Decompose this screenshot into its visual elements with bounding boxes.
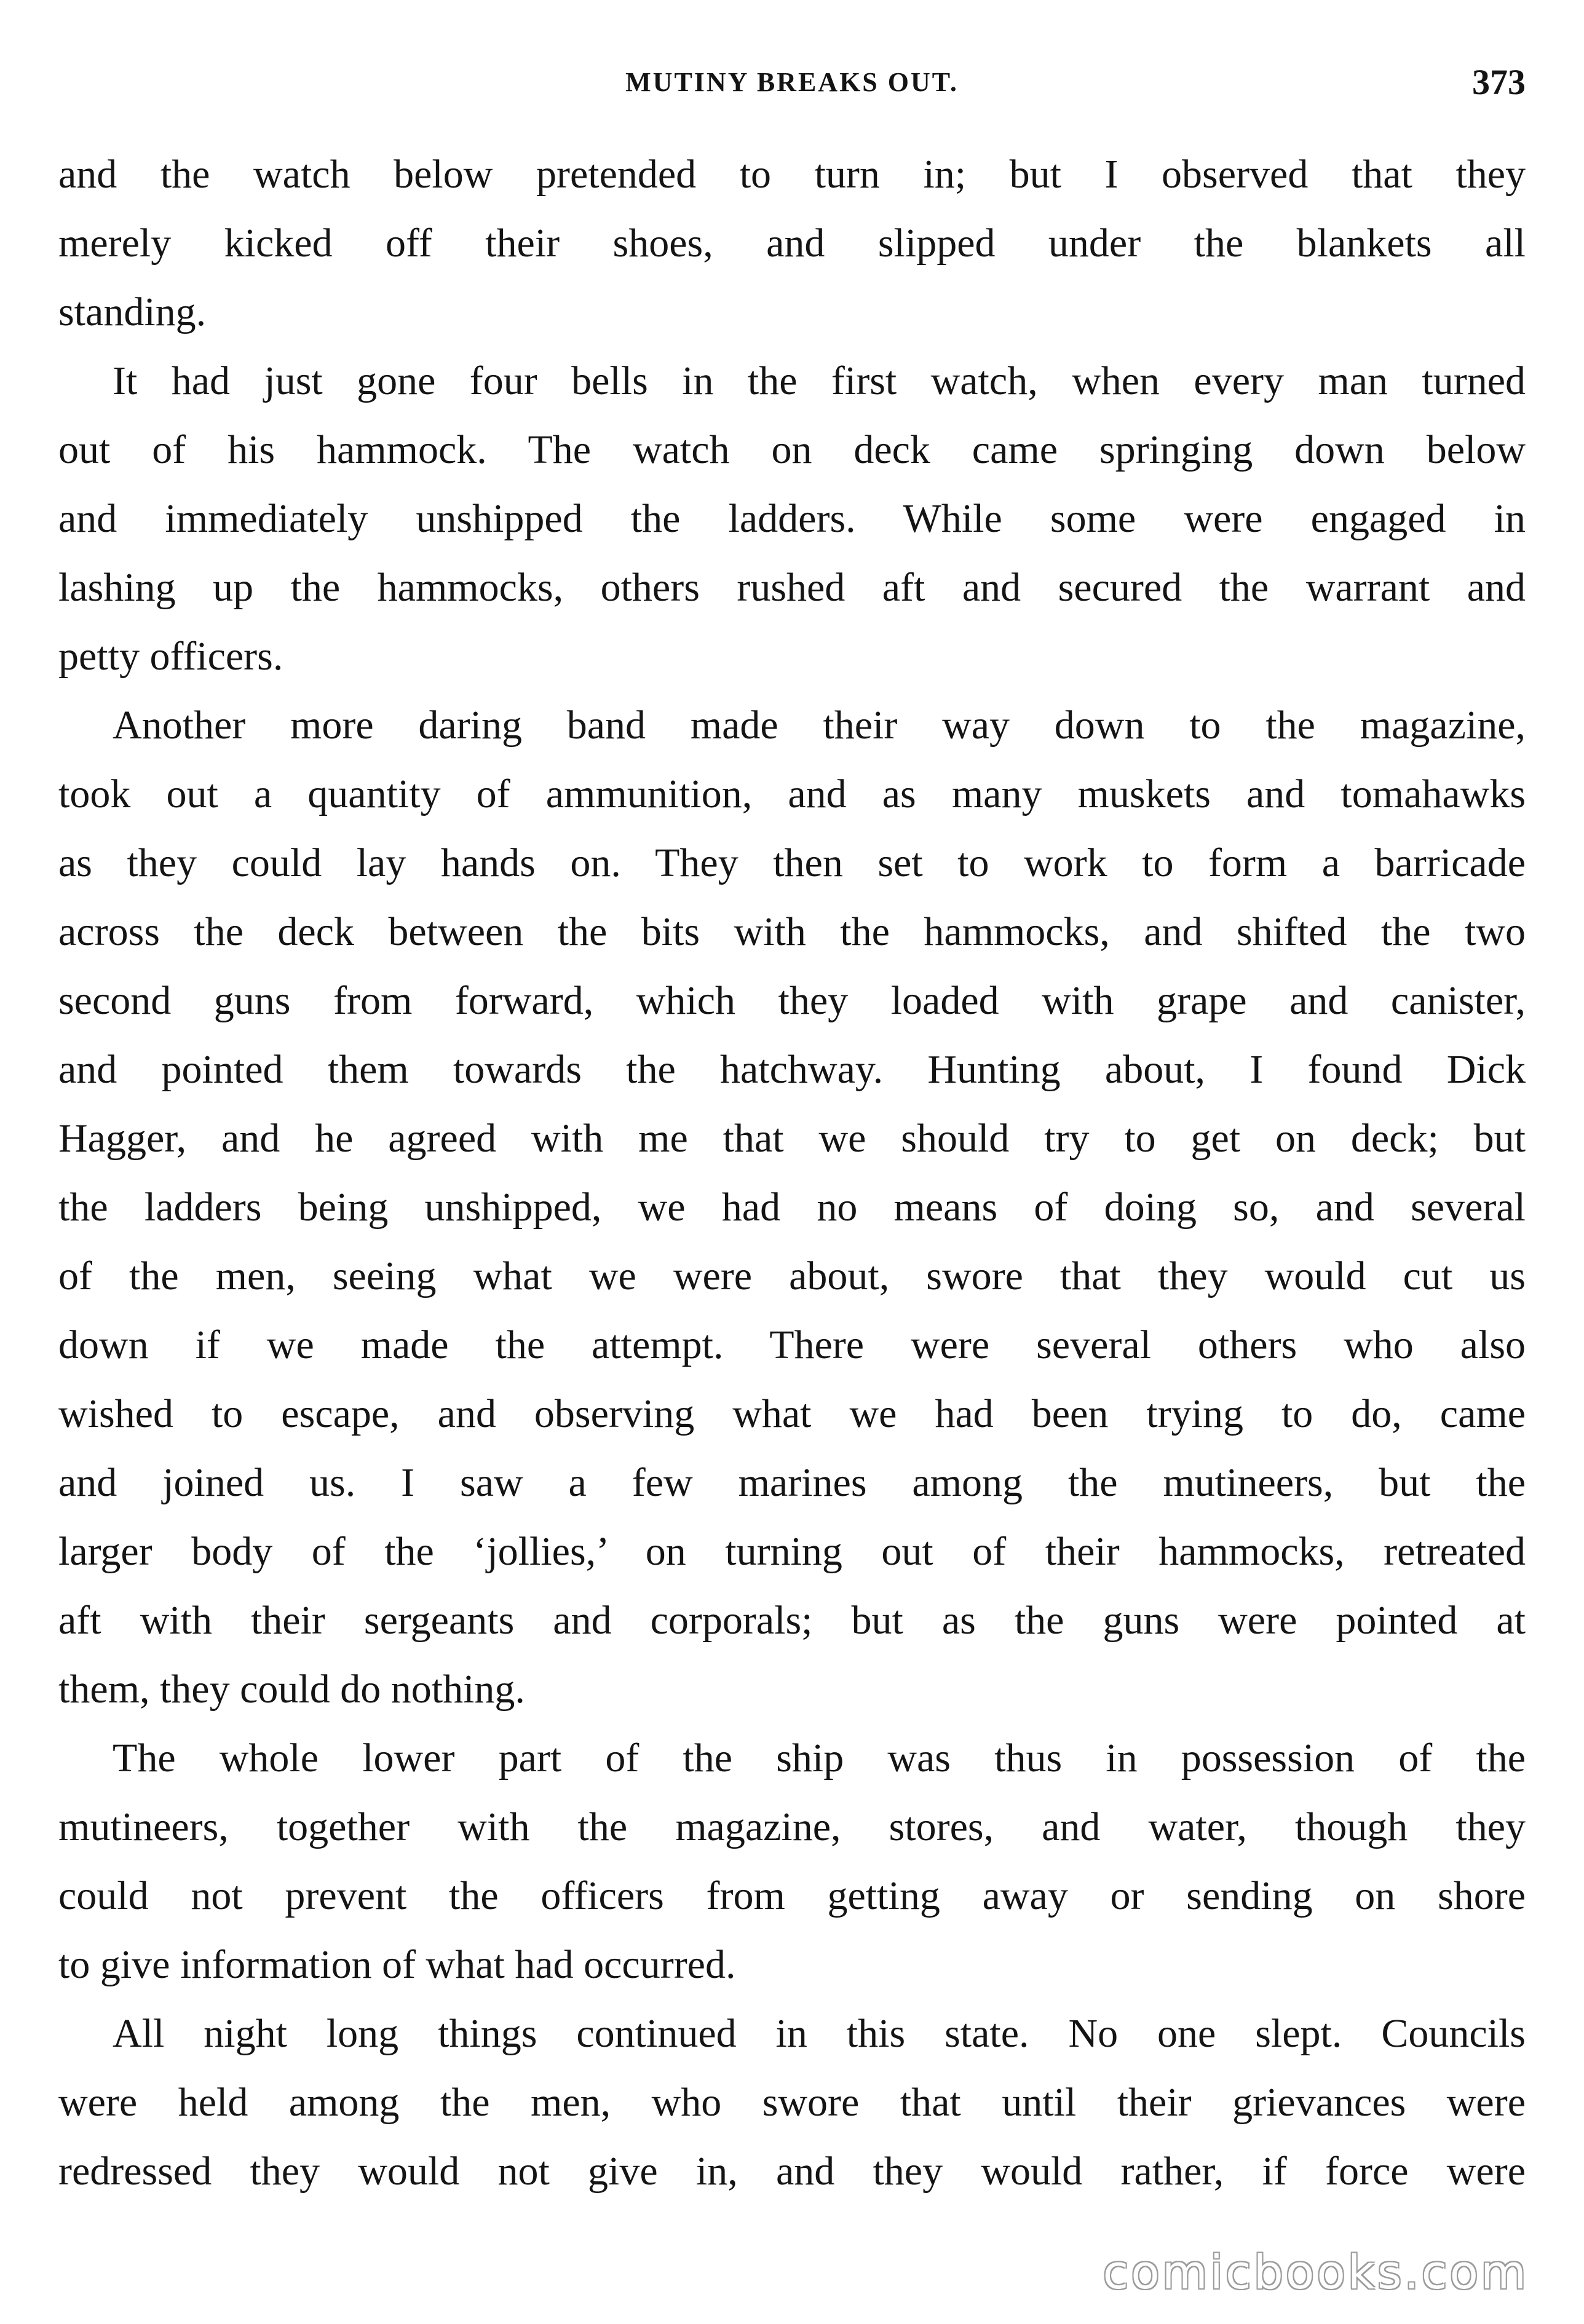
text-line: second guns from forward, which they loaded with grape and canister, xyxy=(58,978,1526,1023)
text-line: aft with their sergeants and corporals; but as the guns were pointed at xyxy=(58,1598,1526,1643)
text-line: redressed they would not give in, and they would rather, if force were xyxy=(58,2149,1526,2194)
text-line: petty officers. xyxy=(58,634,283,679)
text-line: wished to escape, and observing what we had been trying to do, came xyxy=(58,1391,1526,1436)
running-head xyxy=(58,61,1526,111)
running-title: MUTINY BREAKS OUT. xyxy=(625,67,959,97)
text-line: as they could lay hands on. They then set to work to form a barricade xyxy=(58,840,1526,885)
text-line: It had just gone four bells in the first watch, when every man turned xyxy=(113,358,1526,403)
text-line: mutineers, together with the magazine, stores, and water, though they xyxy=(58,1804,1526,1849)
text-line: to give information of what had occurred. xyxy=(58,1942,736,1987)
text-line: across the deck between the bits with the hammocks, and shifted the two xyxy=(58,909,1526,954)
text-line: standing. xyxy=(58,290,207,334)
text-line: Hagger, and he agreed with me that we should try to get on deck; but xyxy=(58,1116,1526,1161)
text-line: were held among the men, who swore that until their grievances were xyxy=(58,2080,1526,2125)
text-line: and immediately unshipped the ladders. While some were engaged in xyxy=(58,496,1526,541)
text-line: and joined us. I saw a few marines among the mutineers, but the xyxy=(58,1460,1526,1505)
body-text xyxy=(58,140,1526,2206)
text-line: All night long things continued in this state. No one slept. Councils xyxy=(113,2011,1526,2056)
text-line: merely kicked off their shoes, and slipped under the blankets all xyxy=(58,221,1526,266)
watermark: comicbooks.com xyxy=(1103,2245,1529,2299)
text-line: the ladders being unshipped, we had no means of doing so, and several xyxy=(58,1185,1526,1230)
text-line: Another more daring band made their way down to the magazine, xyxy=(113,703,1526,748)
page-number: 373 xyxy=(1472,62,1526,102)
text-line: of the men, seeing what we were about, swore that they would cut us xyxy=(58,1254,1526,1298)
text-line: lashing up the hammocks, others rushed aft and secured the warrant and xyxy=(58,565,1526,610)
text-line: and the watch below pretended to turn in; but I observed that they xyxy=(58,152,1526,197)
text-line: could not prevent the officers from getting away or sending on shore xyxy=(58,1873,1526,1918)
text-line: took out a quantity of ammunition, and as many muskets and tomahawks xyxy=(58,772,1526,816)
text-line: larger body of the ‘jollies,’ on turning out of their hammocks, retreated xyxy=(58,1529,1526,1574)
text-line: them, they could do nothing. xyxy=(58,1667,525,1712)
text-line: The whole lower part of the ship was thus in possession of the xyxy=(113,1736,1526,1781)
text-line: down if we made the attempt. There were several others who also xyxy=(58,1322,1526,1367)
text-line: out of his hammock. The watch on deck came springing down below xyxy=(58,427,1526,472)
text-line: and pointed them towards the hatchway. Hunting about, I found Dick xyxy=(58,1047,1526,1092)
